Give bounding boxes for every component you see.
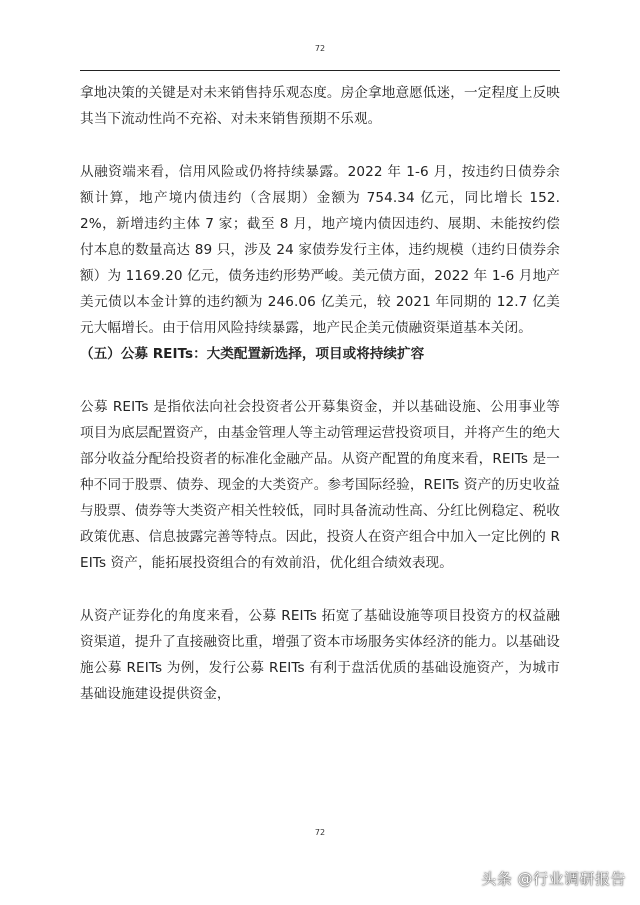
paragraph-land-acquisition: 拿地决策的关键是对未来销售持乐观态度。房企拿地意愿低迷，一定程度上反映其当下流动性尚不充裕、对未来销售预期不乐观。 [80,85,560,127]
paragraph-reits-definition: 公募 REITs 是指依法向社会投资者公开募集资金，并以基础设施、公用事业等项目为底层配置资产，由基金管理人等主动管理运营投资项目，并将产生的绝大部分收益分配给投资者的标准化金融产品。从资产配置的角度来看，REITs 是一种不同于股票、债券、现金的大类资产。参考国际经验，REITs 资产的历史收益与股票、债券等大类资产相关性较低，同时具备流动性高、分红比例稳定、税收政策优惠、信息披露完善等特点。因此，投资人在资产组合中加入一定比例的 REITs 资产，能拓展投资组合的有效前沿，优化组合绩效表现。 [80,399,560,571]
footer-page-number: 72 [314,828,326,837]
paragraph-financing-credit-risk: 从融资端来看，信用风险或仍将持续暴露。2022 年 1-6 月，按违约日债券余额计算，地产境内债违约（含展期）金额为 754.34 亿元，同比增长 152.2%，新增违约主体 7 家；截至 8 月，地产境内债因违约、展期、未能按约偿付本息的数量高达 89 只，涉及 24 家债券发行主体，违约规模（违约日债券余额）为 1169.20 亿元，债务违约形势严峻。美元债方面，2022 年 1-6 月地产美元债以本金计算的违约额为 246.06 亿美元，较 2021 年同期的 12.7 亿美元大幅增长。由于信用风险持续暴露，地产民企美元债融资渠道基本关闭。 [80,164,560,336]
document-body [80,80,560,707]
paragraph-reits-securitization: 从资产证券化的角度来看，公募 REITs 拓宽了基础设施等项目投资方的权益融资渠道，提升了直接融资比重，增强了资本市场服务实体经济的能力。以基础设施公募 REITs 为例，发行公募 REITs 有利于盘活优质的基础设施资产，为城市基础设施建设提供资金， [80,608,560,702]
toutiao-watermark: 头条 @行业调研报告 [481,870,626,888]
header-divider [80,70,560,71]
header-page-number: 72 [314,44,326,53]
section-heading-public-reits: （五）公募 REITs：大类配置新选择，项目或将持续扩容 [80,346,425,362]
